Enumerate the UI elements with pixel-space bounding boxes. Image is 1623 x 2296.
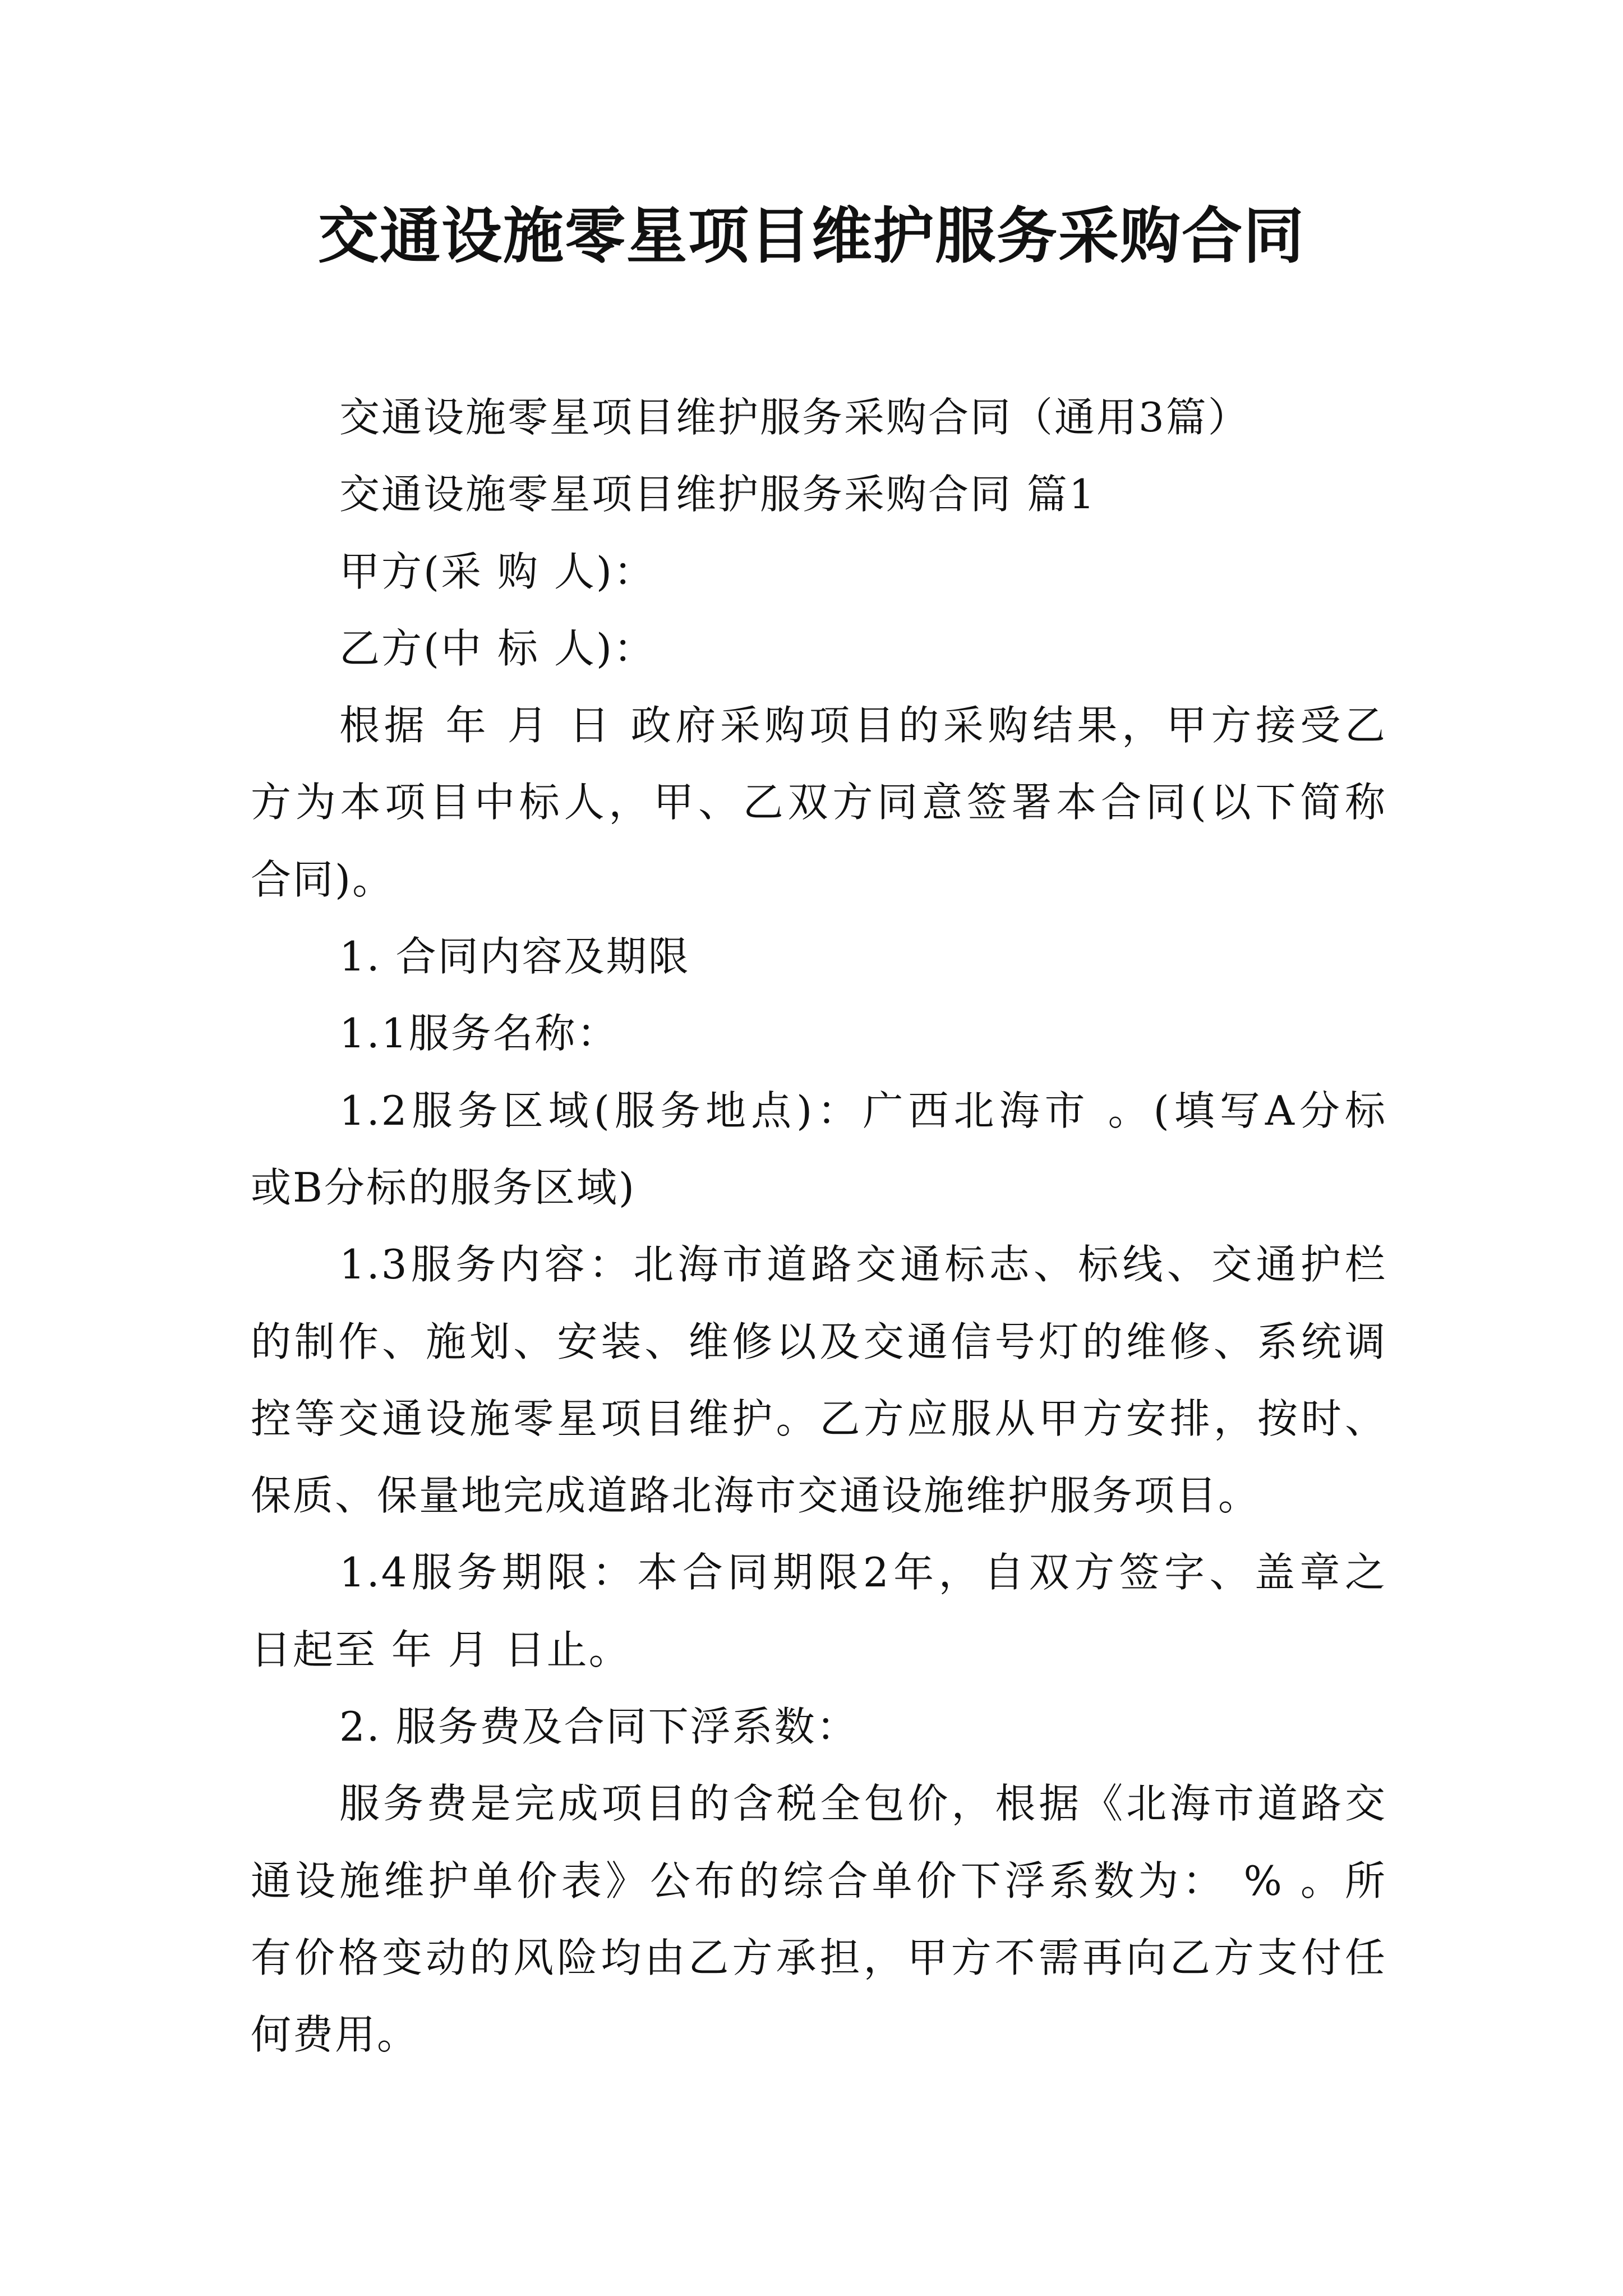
text-line: 1.4服务期限：本合同期限2年，自双方签字、盖章之 [339,1549,1387,1596]
contract-part-heading [251,456,1387,533]
text-line: 或B分标的服务区域) [251,1163,637,1211]
text-line: 根据 年 月 日 政府采购项目的采购结果，甲方接受乙 [339,702,1387,749]
text-line: 乙方(中 标 人)： [339,624,656,672]
section-1-heading [251,918,1387,995]
service-fee-paragraph [251,1765,1387,2073]
text-line: 何费用。 [251,2011,419,2059]
section-2-heading [251,1688,1387,1765]
text-line: 有价格变动的风险均由乙方承担，甲方不需再向乙方支付任 [251,1934,1387,1981]
text-line: 控等交通设施零星项目维护。乙方应服从甲方安排，按时、 [251,1395,1387,1442]
text-line: 保质、保量地完成道路北海市交通设施维护服务项目。 [251,1472,1261,1520]
clause-1-3 [251,1226,1387,1534]
text-line: 1.1服务名称： [339,1010,619,1057]
party-a-line [251,533,1387,610]
text-line: 2. 服务费及合同下浮系数： [339,1703,859,1751]
text-line: 1. 合同内容及期限 [339,933,690,981]
text-line: 1.3服务内容：北海市道路交通标志、标线、交通护栏 [339,1241,1387,1289]
text-line: 甲方(采 购 人)： [339,547,656,595]
party-b-line [251,610,1387,687]
document-body [251,379,1387,2074]
text-line: 1.2服务区域(服务地点)：广西北海市 。(填写A分标 [339,1087,1387,1134]
clause-1-2 [251,1073,1387,1227]
clause-1-4 [251,1534,1387,1688]
clause-1-1 [251,995,1387,1072]
text-line: 日起至 年 月 日止。 [251,1626,631,1673]
text-line: 服务费是完成项目的含税全包价，根据《北海市道路交 [339,1780,1387,1828]
text-line: 的制作、施划、安装、维修以及交通信号灯的维修、系统调 [251,1318,1387,1365]
text-line: 方为本项目中标人，甲、乙双方同意签署本合同(以下简称 [251,779,1387,826]
text-line: 通设施维护单价表》公布的综合单价下浮系数为： % 。所 [251,1857,1387,1904]
text-line: 合同)。 [251,855,395,903]
collection-heading [251,379,1387,456]
text-line: 交通设施零星项目维护服务采购合同（通用3篇） [339,394,1250,441]
preamble-paragraph [251,687,1387,918]
document-title: 交通设施零星项目维护服务采购合同 [317,201,1305,272]
text-line: 交通设施零星项目维护服务采购合同 篇1 [339,471,1096,518]
